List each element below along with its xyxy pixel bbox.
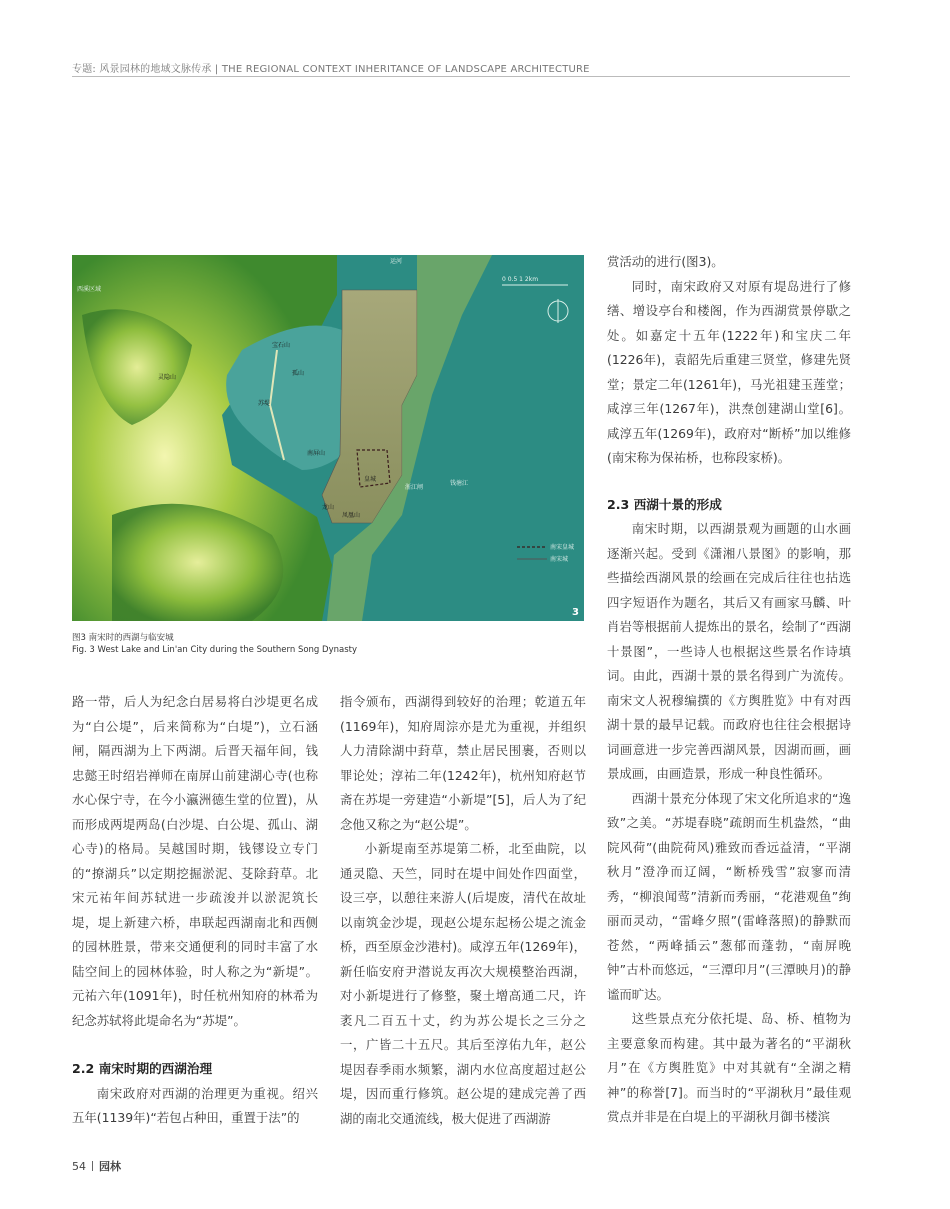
col2-paragraph-1: 指令颁布，西湖得到较好的治理；乾道五年(1169年)，知府周淙亦是尤为重视，并组织人力清除湖中葑草，禁止居民围裹，否则以罪论处；淳祐二年(1242年)，杭州知府赵节斋在苏堤一旁建造“小新堤”[5]，后人为了纪念他又称之为“赵公堤”。 [340,694,586,832]
col3-paragraph-0: 赏活动的进行(图3)。 [607,254,724,269]
running-header: 专题: 风景园林的地域文脉传承 | THE REGIONAL CONTEXT INHERITANCE OF LANDSCAPE ARCHITECTURE [72,64,590,75]
caption-en: Fig. 3 West Lake and Lin'an City during the Southern Song Dynasty [72,645,357,655]
label-qiantang: 钱塘江 [450,480,469,487]
map-figure [72,255,584,621]
col3-paragraph-1: 同时，南宋政府又对原有堤岛进行了修缮、增设亭台和楼阁，作为西湖赏景停歇之处。如嘉定十五年(1222年)和宝庆二年(1226年)，袁韶先后重建三贤堂，修建先贤堂；景定二年(1261年)，马光祖建玉莲堂；咸淳三年(1267年)，洪焘创建湖山堂[6]。咸淳五年(1269年)，政府对“断桥”加以维修(南宋称为保祐桥，也称段家桥)。 [607,278,851,465]
label-gushan: 孤山 [292,370,305,377]
figure-caption [72,632,584,656]
column-3 [607,250,851,1130]
label-city: 皇城 [364,476,377,483]
column-1 [72,690,318,1131]
page-number: 54 [72,1160,86,1173]
label-longshan: 龙山 [322,504,335,511]
section-2-3-title: 2.3 西湖十景的形成 [607,496,722,512]
col3-paragraph-2: 南宋时期，以西湖景观为画题的山水画逐渐兴起。受到《潇湘八景图》的影响，那些描绘西湖风景的绘画在完成后往往也拈选四字短语作为题名，其后又有画家马麟、叶肖岩等根据前人提炼出的景名，绘制了“西湖十景图”，一些诗人也根据这些景名作诗填词。由此，西湖十景的景名得到广为流传。南宋文人祝穆编撰的《方舆胜览》中有对西湖十景的最早记载。而政府也往往会根据诗词画意进一步完善西湖风景，因湖而画，画景成画，由画造景，形成一种良性循环。 [607,521,851,781]
col1-paragraph-2: 南宋政府对西湖的治理更为重视。绍兴五年(1139年)“若包占种田，重置于法”的 [72,1085,318,1125]
label-feilai: 灵隐山 [158,374,177,381]
legend-wall: 南宋皇城 [550,544,575,551]
journal-logo: 园林 [99,1160,121,1173]
col1-paragraph-1: 路一带，后人为纪念白居易将白沙堤更名成为“白公堤”，后来简称为“白堤”)，立石涵闸，隔西湖为上下两湖。后晋天福年间，钱忠懿王时绍岩禅师在南屏山前建湖心寺(也称水心保宁寺，在今小瀛洲德生堂的位置)，从而形成两堤两岛(白沙堤、白公堤、孤山、湖心寺)的格局。吴越国时期，钱镠设立专门的“撩湖兵”以定期挖掘淤泥、芟除葑草。北宋元祐年间苏轼进一步疏浚并以淤泥筑长堤，堤上新建六桥，串联起西湖南北和西侧的园林胜景，带来交通便利的同时丰富了水陆空间上的园林体验，时人称之为“新堤”。元祐六年(1091年)，时任杭州知府的林希为纪念苏轼将此堤命名为“苏堤”。 [72,694,318,1028]
col3-paragraph-3: 西湖十景充分体现了宋文化所追求的“逸致”之美。“苏堤春晓”疏朗而生机盎然，“曲院风荷”(曲院荷风)雅致而香远益清，“平湖秋月”澄净而辽阔，“断桥残雪”寂寥而清秀，“柳浪闻莺”清新而秀丽，“花港观鱼”绚丽而灵动，“雷峰夕照”(雷峰落照)的静默而苍然，“两峰插云”葱郁而蓬勃，“南屏晚钟”古朴而悠远，“三潭印月”(三潭映月)的静谧而旷达。 [607,790,851,1002]
page-footer [72,1158,121,1174]
legend-city: 南宋城 [550,556,569,563]
panel-number: 3 [572,607,579,618]
col3-paragraph-4: 这些景点充分依托堤、岛、桥、植物为主要意象而构建。其中最为著名的“平湖秋月”在《方舆胜览》中对其就有“全湖之精神”的称誉[7]。而当时的“平湖秋月”最佳观赏点并非是在白堤上的平湖秋月御书楼滨 [607,1011,851,1124]
column-2 [340,690,586,1131]
scale-label: 0 0.5 1 2km [502,276,539,283]
label-nanping: 南屏山 [307,450,326,457]
caption-cn: 图3 南宋时的西湖与临安城 [72,633,174,643]
label-north-river: 运河 [390,258,403,265]
col2-paragraph-2: 小新堤南至苏堤第二桥，北至曲院，以通灵隐、天竺，同时在堤中间处作四面堂，设三亭，以憩往来游人(后堤废，清代在故址以南筑金沙堤，现赵公堤东起杨公堤之流金桥，西至原金沙港村)。咸淳五年(1269年)，新任临安府尹潜说友再次大规模整治西湖，对小新堤进行了修整，聚土增高通二尺，许袤凡二百五十丈，约为苏公堤长之三分之一，广皆二十五尺。其后至淳佑九年，赵公堤因春季雨水频繁，湖内水位高度超过赵公堤，因而重行修筑。赵公堤的建成完善了西湖的南北交通流线，极大促进了西湖游 [340,841,586,1126]
label-zhajiang: 浙江闸 [405,484,424,491]
label-baoshi: 宝石山 [272,342,291,349]
section-2-2-title: 2.2 南宋时期的西湖治理 [72,1061,213,1076]
header-rule [72,76,850,77]
label-sudi: 苏堤 [258,400,271,407]
label-fenghuang: 凤凰山 [342,512,361,519]
map-svg [72,255,584,621]
label-west-region: 西溪区域 [77,286,102,293]
